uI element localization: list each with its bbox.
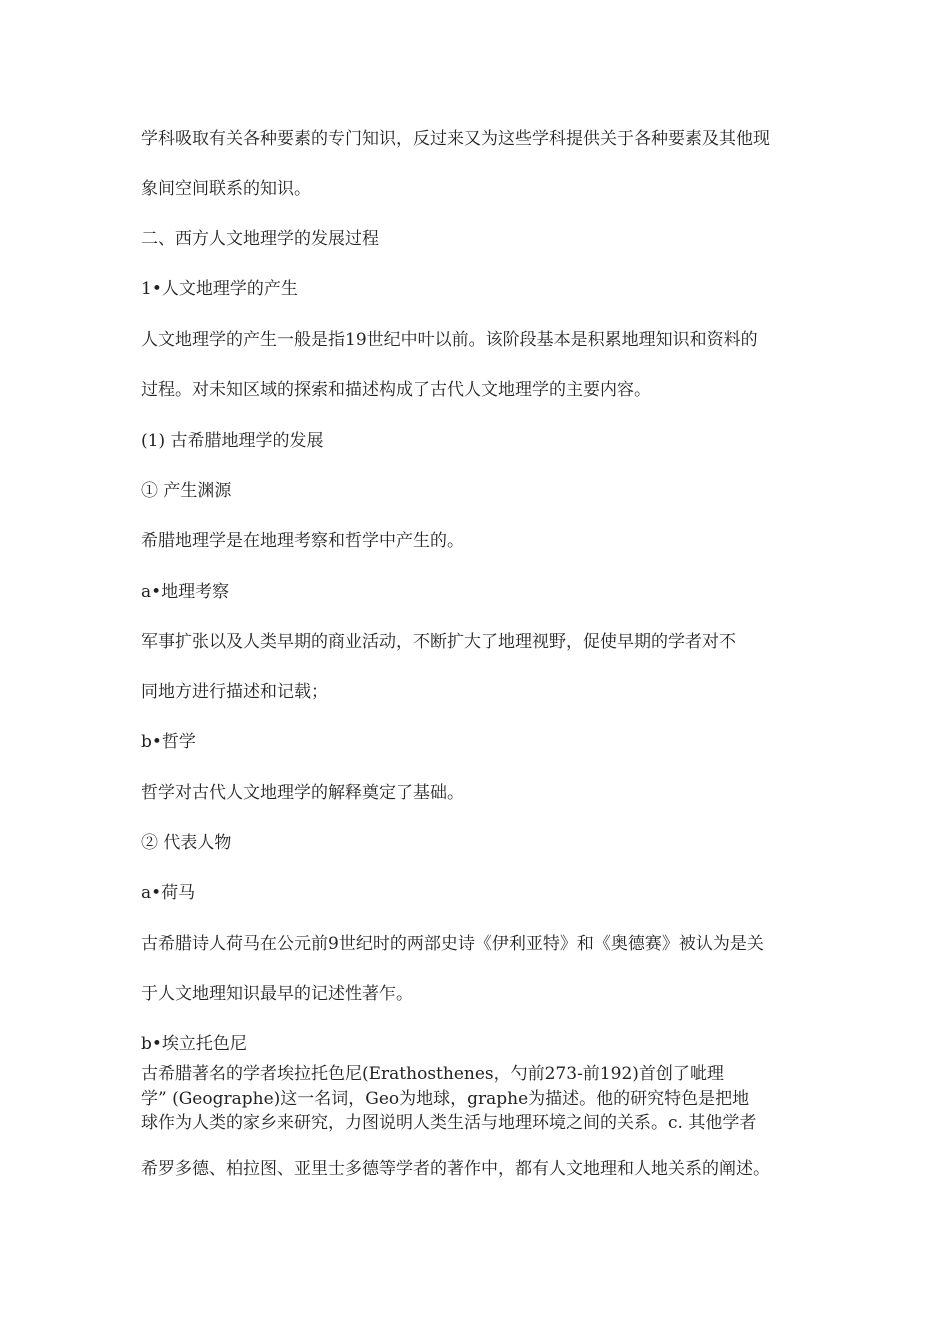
list-item-heading: b•埃立托色尼 (141, 1034, 247, 1054)
text-line: 过程。对未知区域的探索和描述构成了古代人文地理学的主要内容。 (141, 380, 651, 400)
section-heading: 二、西方人文地理学的发展过程 (141, 229, 379, 249)
subsection-heading: 1•人文地理学的产生 (141, 279, 298, 299)
text-line: 希腊地理学是在地理考察和哲学中产生的。 (141, 531, 464, 551)
text-line: 古希腊著名的学者埃拉托色尼(Erathosthenes，勺前273-前192)首创了呲理 (141, 1064, 724, 1084)
text-line: 军事扩张以及人类早期的商业活动，不断扩大了地理视野，促使早期的学者对不 (141, 632, 736, 652)
text-line: 学” (Geographe)这一名词，Geo为地球，graphe为描述。他的研究特色是把地 (141, 1089, 750, 1109)
text-line: 同地方进行描述和记载； (141, 682, 328, 702)
text-line: 象间空间联系的知识。 (141, 179, 311, 199)
text-line: 哲学对古代人文地理学的解释奠定了基础。 (141, 783, 464, 803)
text-line: 球作为人类的家乡来研究，力图说明人类生活与地理环境之间的关系。c. 其他学者 (141, 1113, 757, 1133)
list-item-heading: a•荷马 (141, 883, 196, 903)
text-line: 学科吸取有关各种要素的专门知识，反过来又为这些学科提供关于各种要素及其他现 (141, 129, 770, 149)
text-line: 希罗多德、柏拉图、亚里士多德等学者的著作中，都有人文地理和人地关系的阐述。 (141, 1159, 770, 1179)
list-item-heading: a•地理考察 (141, 582, 230, 602)
subsection-heading: ② 代表人物 (141, 833, 232, 853)
text-line: 于人文地理知识最早的记述性著乍。 (141, 984, 413, 1004)
text-line: 古希腊诗人荷马在公元前9世纪时的两部史诗《伊利亚特》和《奥德赛》被认为是关 (141, 934, 764, 954)
list-item-heading: b•哲学 (141, 732, 196, 752)
text-line: 人文地理学的产生一般是指19世纪中叶以前。该阶段基本是积累地理知识和资料的 (141, 330, 758, 350)
subsection-heading: ① 产生渊源 (141, 481, 232, 501)
subsection-heading: (1) 古希腊地理学的发展 (141, 431, 324, 451)
